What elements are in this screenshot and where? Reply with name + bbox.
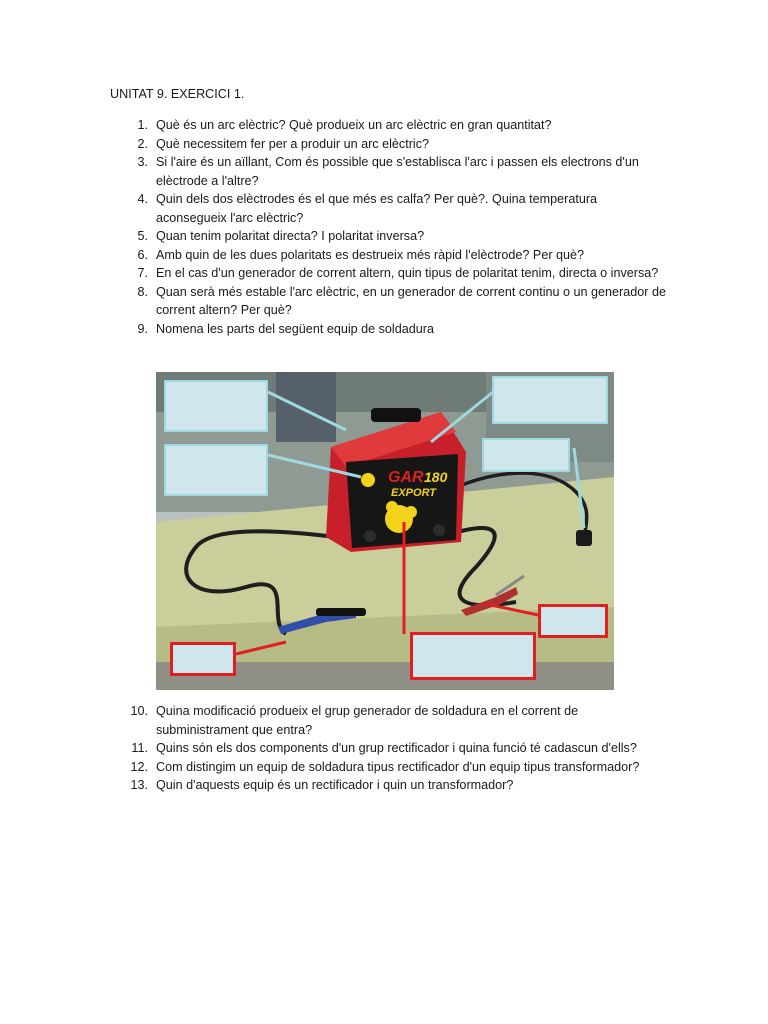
answer-box-6[interactable]	[410, 632, 536, 680]
question-text: Què necessitem fer per a produir un arc elèctric?	[156, 136, 429, 151]
question-number: 13.	[130, 778, 148, 792]
question-text: Què és un arc elèctric? Què produeix un arc elèctric en gran quantitat?	[156, 118, 552, 132]
welding-machine-photo	[156, 372, 614, 690]
question-text: Si l'aire és un aïllant, Com és possible que s'establisca l'arc i passen els electrons d'un elèctrode a l'altre?	[156, 155, 639, 188]
question-number: 12.	[130, 759, 148, 774]
model-name: EXPORT	[391, 487, 437, 499]
question-list-continued	[110, 702, 670, 795]
question-item	[110, 776, 670, 795]
power-plug	[576, 530, 592, 546]
question-text: Amb quin de les dues polaritats es destrueix més ràpid l'elèctrode? Per què?	[156, 247, 585, 262]
question-text: Nomena les parts del següent equip de soldadura	[156, 321, 434, 336]
answer-box-2[interactable]	[164, 444, 268, 496]
model-number: 180	[424, 469, 448, 485]
question-text: Quin dels dos elèctrodes és el que més es calfa? Per què?. Quina temperatura aconsegueix l'arc elèctric?	[156, 192, 598, 225]
question-number: 8.	[137, 284, 148, 299]
question-number: 10.	[130, 704, 148, 718]
question-item	[110, 283, 670, 320]
question-text: Com distingim un equip de soldadura tipus rectificador d'un equip tipus transformador?	[156, 759, 640, 774]
background-equipment	[276, 372, 336, 442]
question-number: 3.	[137, 155, 148, 169]
question-item	[110, 246, 670, 265]
regulator-knob-lobe	[405, 506, 417, 518]
question-number: 11.	[131, 741, 148, 755]
answer-box-3[interactable]	[492, 376, 608, 424]
question-number: 9.	[137, 321, 148, 336]
question-text: Quan serà més estable l'arc elèctric, en un generador de corrent continu o un generador de corrent altern? Per què?	[156, 284, 666, 317]
answer-box-7[interactable]	[538, 604, 608, 638]
page-title: UNITAT 9. EXERCICI 1.	[110, 87, 245, 101]
question-list	[110, 116, 670, 338]
question-item	[110, 264, 670, 283]
question-item	[110, 739, 670, 758]
question-item	[110, 227, 670, 246]
question-item	[110, 116, 670, 135]
question-item	[110, 758, 670, 777]
power-switch	[361, 473, 375, 487]
electrode-holder-lever	[316, 608, 366, 616]
question-item	[110, 320, 670, 339]
question-number: 6.	[137, 247, 148, 262]
answer-box-1[interactable]	[164, 380, 268, 432]
question-number: 2.	[137, 136, 148, 151]
regulator-knob-lobe	[386, 501, 398, 513]
question-number: 5.	[137, 229, 148, 243]
question-number: 7.	[137, 266, 148, 280]
answer-box-4[interactable]	[482, 438, 570, 472]
carry-handle	[371, 408, 421, 422]
question-text: Quins són els dos components d'un grup rectificador i quina funció té cadascun d'ells?	[156, 741, 637, 755]
question-item	[110, 702, 670, 739]
answer-box-5[interactable]	[170, 642, 236, 676]
question-number: 1.	[137, 118, 148, 132]
question-item	[110, 135, 670, 154]
brand-logo: GAR	[388, 469, 424, 486]
question-text: Quan tenim polaritat directa? I polaritat inversa?	[156, 229, 425, 243]
question-text: Quin d'aquests equip és un rectificador i quin un transformador?	[156, 778, 514, 792]
question-number: 4.	[137, 192, 148, 206]
output-terminal-positive	[433, 524, 445, 536]
question-text: Quina modificació produeix el grup generador de soldadura en el corrent de subministrament que entra?	[156, 704, 579, 737]
output-terminal-negative	[364, 530, 376, 542]
question-text: En el cas d'un generador de corrent altern, quin tipus de polaritat tenim, directa o inversa?	[156, 266, 659, 280]
question-item	[110, 190, 670, 227]
question-item	[110, 153, 670, 190]
